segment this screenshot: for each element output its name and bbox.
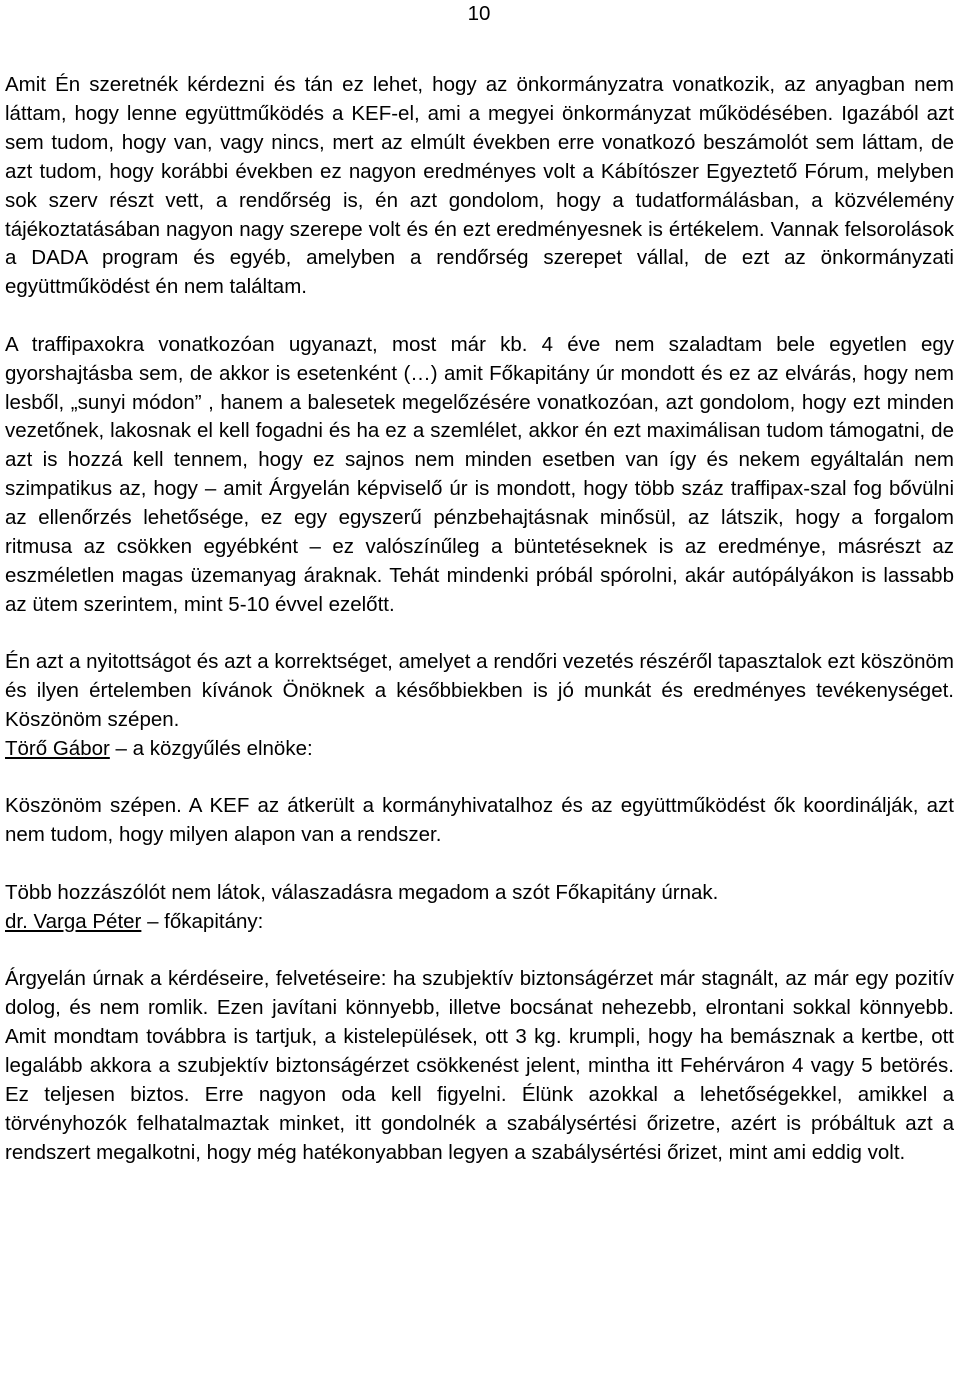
paragraph-kef-cooperation: Amit Én szeretnék kérdezni és tán ez lehet, hogy az önkormányzatra vonatkozik, az anyagban nem láttam, hogy lenne együttműködés a KEF-el, ami a megyei önkormányzat működésében. Igazából azt sem tudom, hogy van, vagy nincs, mert az elmúlt években erre vonatkozó beszámolót sem láttam, de azt tudom, hogy korábbi években ez nagyon eredményes volt a Kábítószer Egyeztető Fórum, melyben sok szerv részt vett, a rendőrség is, én azt gondolom, hogy a tudatformálásban, a közvélemény tájékoztatásában nagyon nagy szerepe volt és én ezt eredményesnek is értékelem. Vannak felsorolások a DADA program és egyéb, amelyben a rendőrség szerepet vállal, de ezt az önkormányzati együttműködést én nem találtam. <box>5 73 954 299</box>
paragraph-chair-handover: Több hozzászólót nem látok, válaszadásra megadom a szót Főkapitány úrnak. <box>5 880 719 904</box>
paragraph-thanks: Én azt a nyitottságot és azt a korrektséget, amelyet a rendőri vezetés részéről tapasztalok ezt köszönöm és ilyen értelemben kívánok Önöknek a későbbiekben is jó munkát és eredményes tevékenységet. Köszönöm szépen. <box>5 650 954 732</box>
speaker-heading-chair <box>5 735 954 764</box>
speaker-heading-police-chief <box>5 908 954 937</box>
page-number: 10 <box>467 2 491 25</box>
speaker-name: Törő Gábor <box>5 737 110 761</box>
speaker-role: – a közgyűlés elnöke: <box>109 737 313 761</box>
speaker-name: dr. Varga Péter <box>5 909 142 933</box>
paragraph-traffipax: A traffipaxokra vonatkozóan ugyanazt, most már kb. 4 éve nem szaladtam bele egyetlen egy gyorshajtásba sem, de akkor is esetenként (…) amit Főkapitány úr mondott és ez az elvárás, hogy nem lesből, „sunyi módon” , hanem a balesetek megelőzésére vonatkozóan, azt gondolom, hogy ezt minden vezetőnek, lakosnak el kell fogadni és ha ez a szemlélet, akkor én ezt maximálisan tudom támogatni, de azt is hozzá kell tennem, hogy ez sajnos nem minden esetben van így és nekem egyáltalán nem szimpatikus az, hogy – amit Árgyelán képviselő úr is mondott, hogy több száz traffipax-szal fog bővülni az ellenőrzés lehetősége, ez egy egyszerű pénzbehajtásnak minősül, az látszik, hogy a forgalom ritmusa az csökken egyébként – ez valószínűleg a büntetéseknek is az eredménye, másrészt az eszméletlen magas üzemanyag áraknak. Tehát mindenki próbál spórolni, akár autópályákon is lassabb az ütem szerintem, mint 5-10 évvel ezelőtt. <box>5 332 954 616</box>
document-body <box>5 71 954 1167</box>
paragraph-chair-reply: Köszönöm szépen. A KEF az átkerült a kormányhivatalhoz és az együttműködést ők koordinálják, azt nem tudom, hogy milyen alapon van a rendszer. <box>5 794 954 847</box>
speaker-role: – főkapitány: <box>141 909 264 933</box>
paragraph-police-chief-reply: Árgyelán úrnak a kérdéseire, felvetéseire: ha szubjektív biztonságérzet már stagnált, az már egy pozitív dolog, és nem romlik. Ezen javítani könnyebb, illetve bocsánat nehezebb, elrontani sokkal könnyebb. Amit mondtam továbbra is tartjuk, a kistelepülések, ott 3 kg. krumpli, hogy ha bemásznak a kertbe, ott legalább akkora a szubjektív biztonságérzet csökkenést jelent, mintha itt Fehérváron 4 vagy 5 betörés. Ez teljesen biztos. Erre nagyon oda kell figyelni. Élünk azokkal a lehetőségekkel, amikkel a törvényhozók felhatalmaztak minket, itt gondolnék a szabálysértési őrizetre, azért is próbáltuk azt a rendszert megalkotni, hogy még hatékonyabban legyen a szabálysértési őrizet, mint ami eddig volt. <box>5 967 954 1164</box>
